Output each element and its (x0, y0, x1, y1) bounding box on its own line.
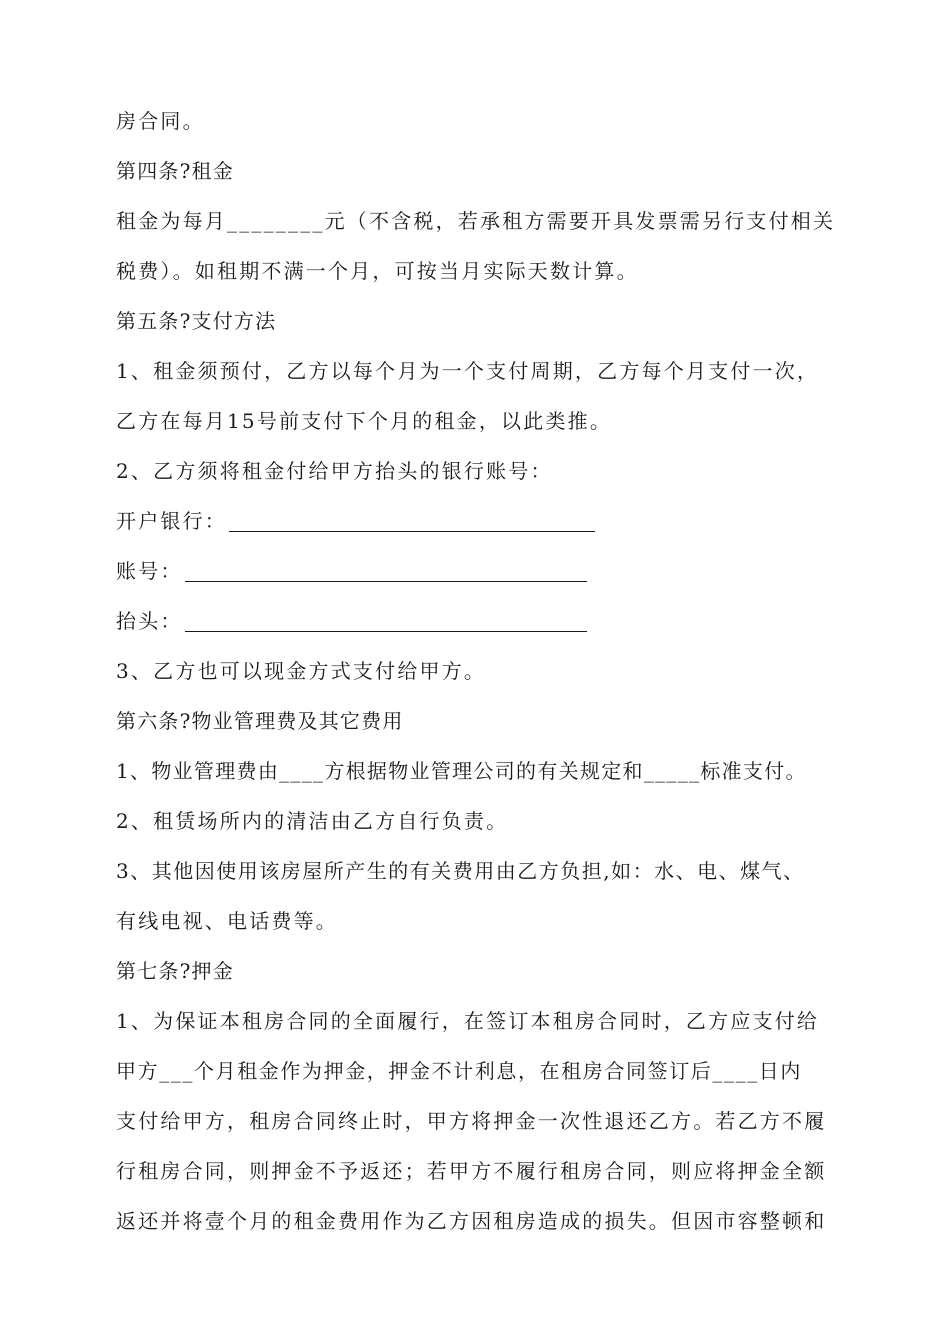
account-field (116, 556, 587, 586)
payee-label: 抬头： (116, 609, 183, 633)
article-5-heading: 第五条?支付方法 (116, 309, 277, 333)
paragraph-line: 甲方___个月租金作为押金，押金不计利息，在租房合同签订后____日内 (116, 1059, 802, 1083)
bank-blank (229, 511, 595, 532)
paragraph-line: 2、租赁场所内的清洁由乙方自行负责。 (116, 809, 509, 833)
paragraph-line: 3、乙方也可以现金方式支付给甲方。 (116, 659, 487, 683)
account-label: 账号： (116, 559, 183, 583)
article-4-heading: 第四条?租金 (116, 159, 234, 183)
paragraph-line: 行租房合同，则押金不予返还；若甲方不履行租房合同，则应将押金全额 (116, 1159, 827, 1183)
payee-field (116, 606, 587, 636)
paragraph-line: 1、为保证本租房合同的全面履行，在签订本租房合同时，乙方应支付给 (116, 1009, 820, 1033)
paragraph-line: 1、租金须预付，乙方以每个月为一个支付周期，乙方每个月支付一次， (116, 359, 820, 383)
paragraph-line: 租金为每月________元（不含税，若承租方需要开具发票需另行支付相关 (116, 209, 836, 233)
article-6-heading: 第六条?物业管理费及其它费用 (116, 709, 404, 733)
paragraph-line: 乙方在每月15号前支付下个月的租金，以此类推。 (116, 409, 613, 433)
article-7-heading: 第七条?押金 (116, 959, 234, 983)
paragraph-line: 有线电视、电话费等。 (116, 909, 338, 933)
paragraph-line: 税费）。如租期不满一个月，可按当月实际天数计算。 (116, 259, 639, 283)
paragraph-line: 1、物业管理费由____方根据物业管理公司的有关规定和_____标准支付。 (116, 759, 807, 783)
bank-label: 开户银行： (116, 509, 227, 533)
paragraph-line: 房合同。 (116, 109, 205, 133)
paragraph-line: 返还并将壹个月的租金费用作为乙方因租房造成的损失。但因市容整顿和 (116, 1209, 827, 1233)
paragraph-line: 2、乙方须将租金付给甲方抬头的银行账号： (116, 459, 553, 483)
account-blank (185, 561, 587, 582)
paragraph-line: 支付给甲方，租房合同终止时，甲方将押金一次性退还乙方。若乙方不履 (116, 1109, 827, 1133)
bank-field (116, 506, 595, 536)
payee-blank (185, 611, 587, 632)
paragraph-line: 3、其他因使用该房屋所产生的有关费用由乙方负担,如：水、电、煤气、 (116, 859, 805, 883)
